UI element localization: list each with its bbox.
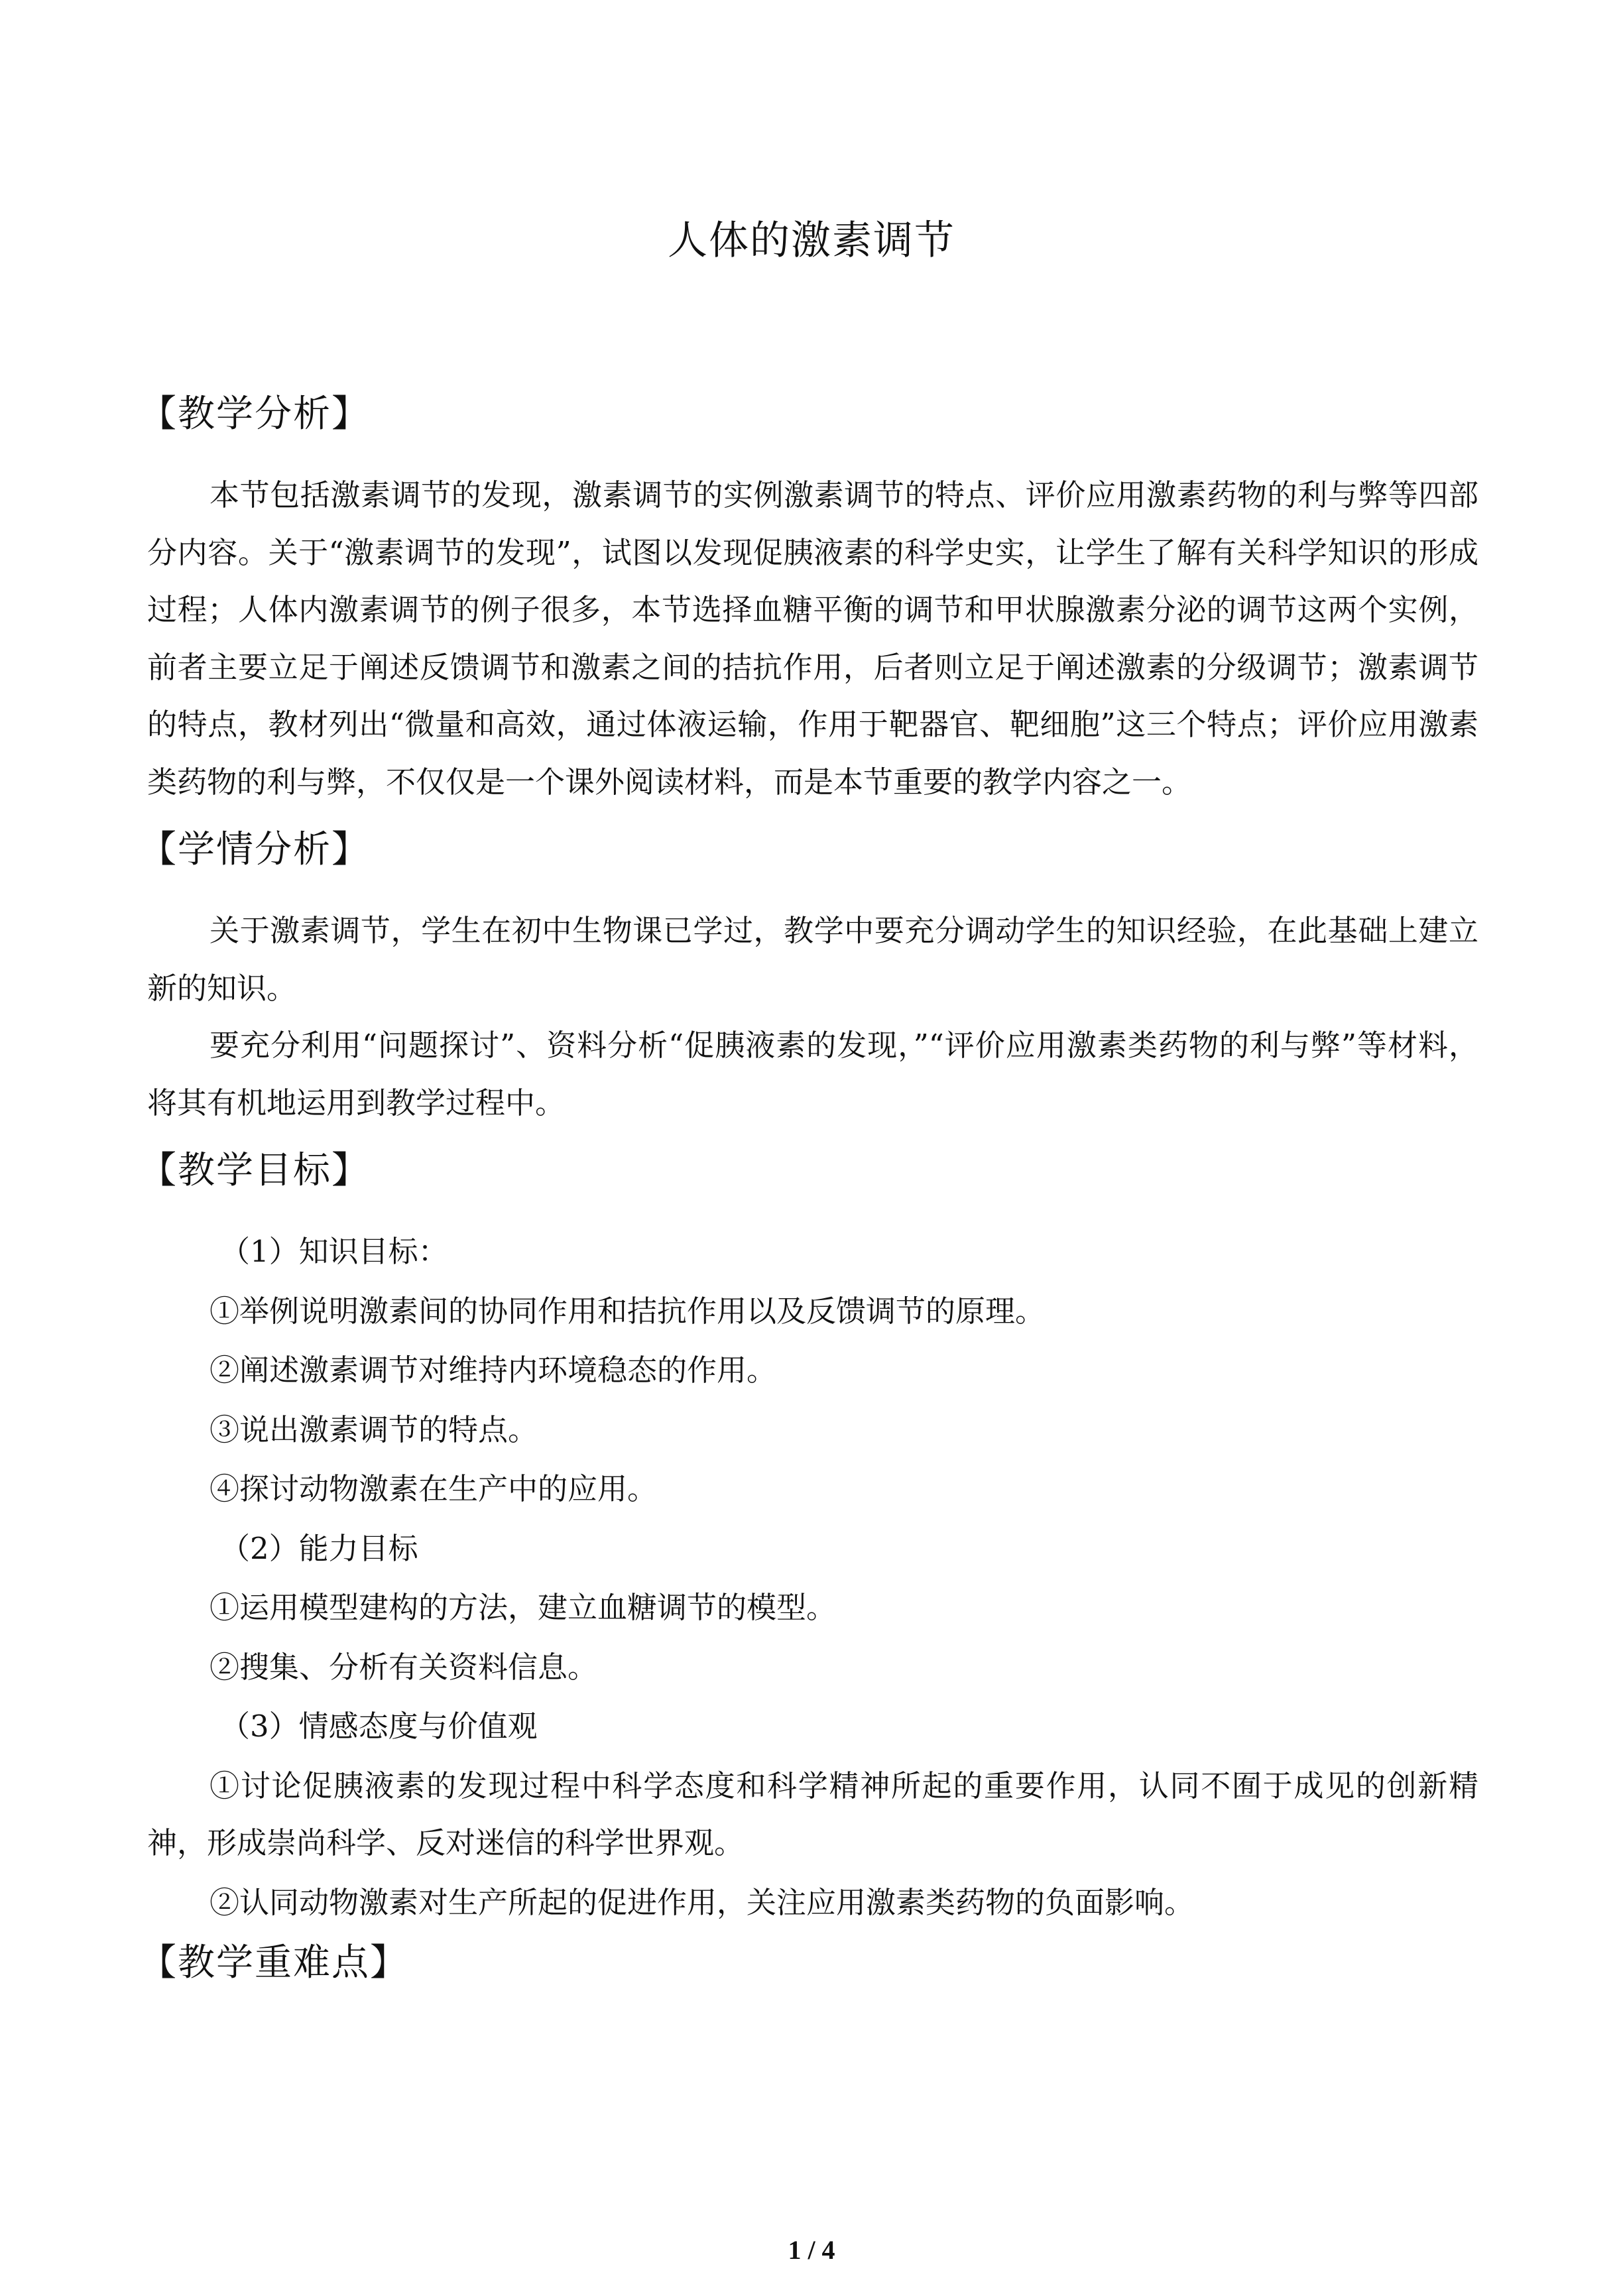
ability-goals-title: （2）能力目标: [220, 1530, 418, 1566]
section-heading-students: 【学情分析】: [139, 828, 370, 871]
knowledge-goal-item: ③说出激素调节的特点。: [210, 1412, 538, 1447]
students-paragraph-2: 要充分利用“问题探讨”、资料分析“促胰液素的发现，”“评价应用激素类药物的利与弊”等材料，将其有机地运用到教学过程中。: [147, 1028, 1478, 1120]
students-paragraph-1: 关于激素调节，学生在初中生物课已学过，教学中要充分调动学生的知识经验，在此基础上建立新的知识。: [147, 913, 1478, 1006]
analysis-paragraph: 本节包括激素调节的发现，激素调节的实例激素调节的特点、评价应用激素药物的利与弊等四部分内容。关于“激素调节的发现”，试图以发现促胰液素的科学史实，让学生了解有关科学知识的形成过程；人体内激素调节的例子很多，本节选择血糖平衡的调节和甲状腺激素分泌的调节这两个实例，前者主要立足于阐述反馈调节和激素之间的拮抗作用，后者则立足于阐述激素的分级调节；激素调节的特点，教材列出“微量和高效，通过体液运输，作用于靶器官、靶细胞”这三个特点；评价应用激素类药物的利与弊，不仅仅是一个课外阅读材料，而是本节重要的教学内容之一。: [147, 477, 1478, 800]
knowledge-goals-title: （1）知识目标：: [220, 1234, 448, 1269]
knowledge-goal-item: ②阐述激素调节对维持内环境稳态的作用。: [210, 1353, 777, 1388]
emotion-goal-item: ②认同动物激素对生产所起的促进作用，关注应用激素类药物的负面影响。: [210, 1884, 1195, 1920]
ability-goal-item: ①运用模型建构的方法，建立血糖调节的模型。: [210, 1590, 837, 1625]
emotion-goals-title: （3）情感态度与价值观: [220, 1709, 538, 1744]
section-heading-analysis: 【教学分析】: [139, 393, 370, 436]
ability-goal-item: ②搜集、分析有关资料信息。: [210, 1649, 598, 1685]
document-body: [139, 385, 1478, 2016]
section-heading-key-points: 【教学重难点】: [139, 1941, 408, 1984]
knowledge-goal-item: ④探讨动物激素在生产中的应用。: [210, 1471, 658, 1506]
knowledge-goal-item: ①举例说明激素间的协同作用和拮抗作用以及反馈调节的原理。: [210, 1293, 1046, 1329]
section-heading-goals: 【教学目标】: [139, 1149, 370, 1192]
page-number: 1 / 4: [788, 2235, 835, 2265]
document-title: 人体的激素调节: [668, 217, 955, 264]
emotion-goal-item: ①讨论促胰液素的发现过程中科学态度和科学精神所起的重要作用，认同不囿于成见的创新精神，形成崇尚科学、反对迷信的科学世界观。: [147, 1768, 1478, 1860]
